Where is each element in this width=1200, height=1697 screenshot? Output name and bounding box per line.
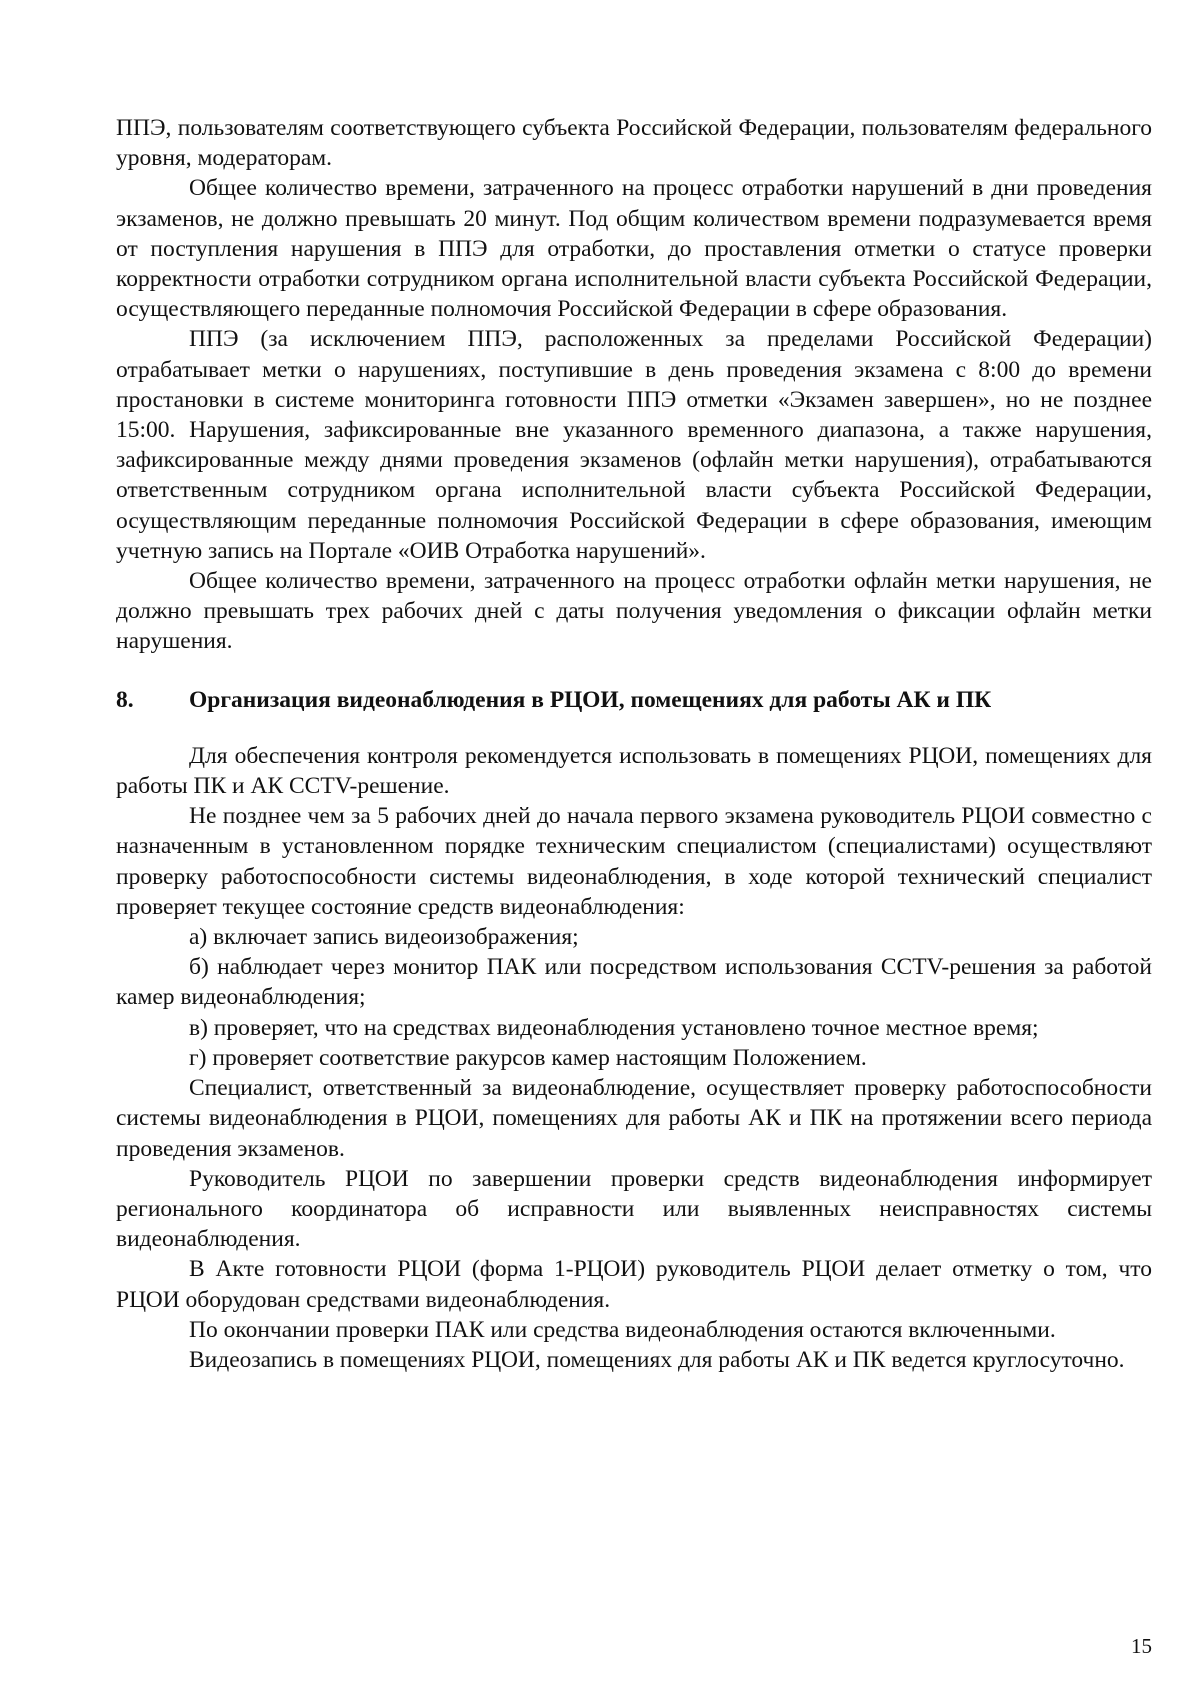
paragraph-continuation: ППЭ, пользователям соответствующего субъекта Российской Федерации, пользователям федерального уровня, модераторам. xyxy=(116,115,1152,172)
list-item: г) проверяет соответствие ракурсов камер настоящим Положением. xyxy=(189,1044,867,1071)
section-title: Организация видеонаблюдения в РЦОИ, помещениях для работы АК и ПК xyxy=(189,686,992,713)
paragraph: Для обеспечения контроля рекомендуется использовать в помещениях РЦОИ, помещениях для работы ПК и АК CCTV-решение. xyxy=(116,742,1152,800)
paragraph: Общее количество времени, затраченного на процесс отработки офлайн метки нарушения, не должно превышать трех рабочих дней с даты получения уведомления о фиксации офлайн метки нарушения. xyxy=(116,568,1152,655)
section-heading xyxy=(116,685,1152,715)
page-number: 15 xyxy=(1131,1634,1152,1658)
paragraph: Руководитель РЦОИ по завершении проверки средств видеонаблюдения информирует регионального координатора об исправности или выявленных неисправностях системы видеонаблюдения. xyxy=(116,1165,1152,1253)
paragraph: По окончании проверки ПАК или средства видеонаблюдения остаются включенными. xyxy=(189,1316,1056,1343)
paragraph: Специалист, ответственный за видеонаблюдение, осуществляет проверку работоспособности системы видеонаблюдения в РЦОИ, помещениях для работы АК и ПК на протяжении всего периода проведения экзаменов. xyxy=(116,1075,1152,1162)
paragraph: Видеозапись в помещениях РЦОИ, помещениях для работы АК и ПК ведется круглосуточно. xyxy=(189,1346,1125,1373)
list-item: а) включает запись видеоизображения; xyxy=(189,924,579,951)
section-number: 8. xyxy=(116,686,134,713)
list-item: б) наблюдает через монитор ПАК или посредством использования CCTV-решения за работой камер видеонаблюдения; xyxy=(116,954,1152,1011)
paragraph: В Акте готовности РЦОИ (форма 1-РЦОИ) руководитель РЦОИ делает отметку о том, что РЦОИ оборудован средствами видеонаблюдения. xyxy=(116,1256,1152,1313)
paragraph: ППЭ (за исключением ППЭ, расположенных за пределами Российской Федерации) отрабатывает метки о нарушениях, поступившие в день проведения экзамена с 8:00 до времени простановки в системе мониторинга готовности ППЭ отметки «Экзамен завершен», но не позднее 15:00. Нарушения, зафиксированные вне указанного временного диапазона, а также нарушения, зафиксированные между днями проведения экзаменов (офлайн метки нарушения), отрабатываются ответственным сотрудником органа исполнительной власти субъекта Российской Федерации, осуществляющим переданные полномочия Российской Федерации в сфере образования, имеющим учетную запись на Портале «ОИВ Отработка нарушений». xyxy=(116,326,1152,564)
list-item: в) проверяет, что на средствах видеонаблюдения установлено точное местное время; xyxy=(189,1014,1039,1041)
paragraph: Общее количество времени, затраченного на процесс отработки нарушений в дни проведения экзаменов, не должно превышать 20 минут. Под общим количеством времени подразумевается время от поступления нарушения в ППЭ для отработки, до проставления отметки о статусе проверки корректности отработки сотрудником органа исполнительной власти субъекта Российской Федерации, осуществляющего переданные полномочия Российской Федерации в сфере образования. xyxy=(116,175,1152,323)
document-body xyxy=(116,113,1152,1375)
paragraph: Не позднее чем за 5 рабочих дней до начала первого экзамена руководитель РЦОИ совместно с назначенным в установленном порядке техническим специалистом (специалистами) осуществляют проверку работоспособности системы видеонаблюдения, в ходе которой технический специалист проверяет текущее состояние средств видеонаблюдения: xyxy=(116,803,1152,920)
